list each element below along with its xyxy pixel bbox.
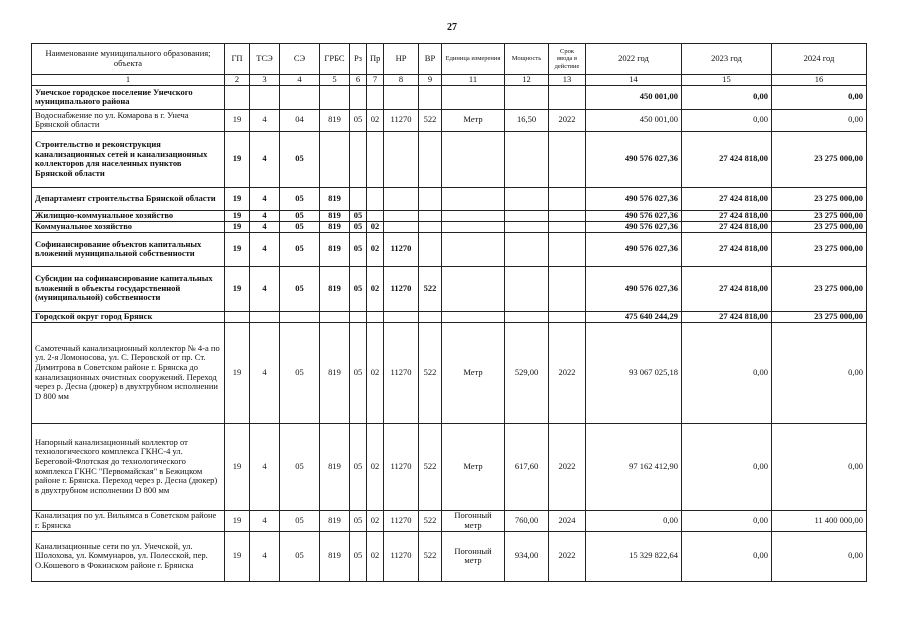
col-header-grbs: ГРБС	[320, 44, 350, 75]
table-row	[32, 322, 867, 423]
col-header-2024: 2024 год	[772, 44, 867, 75]
cell-gp: 19	[225, 210, 250, 221]
cell-capacity: 16,50	[505, 109, 549, 131]
cell-tse: 4	[250, 322, 280, 423]
cell-grbs	[320, 311, 350, 322]
cell-deadline	[549, 210, 586, 221]
col-number: 14	[586, 75, 682, 86]
col-header-unit: Единица измерения	[442, 44, 505, 75]
cell-capacity	[505, 266, 549, 311]
cell-se: 05	[280, 266, 320, 311]
cell-rz: 05	[350, 221, 367, 232]
cell-grbs: 819	[320, 266, 350, 311]
cell-tse: 4	[250, 131, 280, 187]
cell-2024: 23 275 000,00	[772, 210, 867, 221]
cell-2023: 27 424 818,00	[682, 311, 772, 322]
cell-2024: 23 275 000,00	[772, 131, 867, 187]
cell-grbs: 819	[320, 221, 350, 232]
cell-nr: 11270	[384, 109, 419, 131]
cell-vr	[419, 85, 442, 109]
cell-gp: 19	[225, 131, 250, 187]
cell-unit	[442, 85, 505, 109]
cell-name: Самотечный канализационный коллектор № 4-а по ул. 2-я Ломоносова, ул. С. Перовской от пр. Ст. Димитрова в Советском районе г. Брянска до канализационных очистных сооружений. Переход через р. Десна (дюкер) в двухтрубном исполнении D 800 мм	[32, 322, 225, 423]
cell-capacity: 617,60	[505, 423, 549, 510]
table-row	[32, 311, 867, 322]
col-header-capacity: Мощность	[505, 44, 549, 75]
cell-rz: 05	[350, 510, 367, 531]
table-row	[32, 510, 867, 531]
cell-grbs: 819	[320, 510, 350, 531]
cell-rz: 05	[350, 322, 367, 423]
cell-capacity: 760,00	[505, 510, 549, 531]
cell-tse: 4	[250, 510, 280, 531]
col-header-tse: ТСЭ	[250, 44, 280, 75]
cell-capacity: 934,00	[505, 531, 549, 581]
cell-pr: 02	[367, 232, 384, 266]
cell-nr: 11270	[384, 322, 419, 423]
col-number: 6	[350, 75, 367, 86]
cell-unit	[442, 131, 505, 187]
cell-rz	[350, 187, 367, 210]
cell-gp: 19	[225, 322, 250, 423]
cell-2024: 23 275 000,00	[772, 311, 867, 322]
cell-capacity	[505, 187, 549, 210]
table-row	[32, 266, 867, 311]
cell-deadline: 2024	[549, 510, 586, 531]
cell-grbs: 819	[320, 109, 350, 131]
table-body	[32, 85, 867, 581]
cell-pr	[367, 210, 384, 221]
cell-2024: 0,00	[772, 531, 867, 581]
cell-vr	[419, 221, 442, 232]
cell-2023: 0,00	[682, 322, 772, 423]
table-row	[32, 210, 867, 221]
table-row	[32, 85, 867, 109]
cell-pr	[367, 187, 384, 210]
cell-nr	[384, 187, 419, 210]
cell-deadline	[549, 187, 586, 210]
cell-2023: 0,00	[682, 531, 772, 581]
cell-gp: 19	[225, 232, 250, 266]
cell-vr: 522	[419, 322, 442, 423]
cell-gp: 19	[225, 109, 250, 131]
cell-gp: 19	[225, 531, 250, 581]
cell-2023: 27 424 818,00	[682, 210, 772, 221]
col-header-gp: ГП	[225, 44, 250, 75]
cell-tse: 4	[250, 423, 280, 510]
cell-se: 05	[280, 322, 320, 423]
cell-nr	[384, 311, 419, 322]
cell-gp: 19	[225, 423, 250, 510]
cell-2023: 27 424 818,00	[682, 131, 772, 187]
cell-name: Софинансирование объектов капитальных вложений муниципальной собственности	[32, 232, 225, 266]
cell-deadline	[549, 131, 586, 187]
budget-table	[31, 43, 867, 582]
cell-2023: 27 424 818,00	[682, 221, 772, 232]
cell-2024: 11 400 000,00	[772, 510, 867, 531]
cell-tse: 4	[250, 232, 280, 266]
cell-rz: 05	[350, 266, 367, 311]
col-number: 7	[367, 75, 384, 86]
cell-2022: 475 640 244,29	[586, 311, 682, 322]
cell-2022: 490 576 027,36	[586, 232, 682, 266]
cell-nr: 11270	[384, 232, 419, 266]
cell-deadline	[549, 85, 586, 109]
cell-grbs	[320, 131, 350, 187]
cell-2022: 490 576 027,36	[586, 266, 682, 311]
cell-unit: Метр	[442, 322, 505, 423]
cell-2022: 490 576 027,36	[586, 131, 682, 187]
cell-deadline	[549, 232, 586, 266]
cell-tse: 4	[250, 221, 280, 232]
cell-grbs	[320, 85, 350, 109]
col-number: 12	[505, 75, 549, 86]
cell-2024: 23 275 000,00	[772, 266, 867, 311]
cell-unit	[442, 187, 505, 210]
cell-tse: 4	[250, 531, 280, 581]
cell-name: Напорный канализационный коллектор от технологического комплекса ГКНС-4 ул. Береговой-Флотская до технологического комплекса ГКНС "Первомайская" в Бежицком районе г. Брянска. Переход через р. Десна (дюкер) в двухтрубном исполнении D 800 мм	[32, 423, 225, 510]
cell-unit: Погонный метр	[442, 510, 505, 531]
col-number: 2	[225, 75, 250, 86]
cell-deadline	[549, 311, 586, 322]
col-number: 15	[682, 75, 772, 86]
col-number: 5	[320, 75, 350, 86]
cell-deadline: 2022	[549, 423, 586, 510]
cell-deadline	[549, 266, 586, 311]
col-header-deadline: Срок ввода в действие	[549, 44, 586, 75]
cell-capacity	[505, 221, 549, 232]
cell-unit: Погонный метр	[442, 531, 505, 581]
cell-rz: 05	[350, 232, 367, 266]
cell-unit	[442, 266, 505, 311]
cell-capacity	[505, 232, 549, 266]
col-header-pr: Пр	[367, 44, 384, 75]
cell-capacity	[505, 85, 549, 109]
table-row	[32, 531, 867, 581]
cell-tse	[250, 311, 280, 322]
col-header-rz: Рз	[350, 44, 367, 75]
cell-gp: 19	[225, 510, 250, 531]
cell-se	[280, 85, 320, 109]
cell-2023: 0,00	[682, 423, 772, 510]
page-number: 27	[447, 22, 457, 33]
cell-rz	[350, 131, 367, 187]
cell-tse: 4	[250, 187, 280, 210]
cell-rz	[350, 85, 367, 109]
cell-unit	[442, 232, 505, 266]
cell-tse	[250, 85, 280, 109]
cell-deadline: 2022	[549, 322, 586, 423]
cell-unit	[442, 210, 505, 221]
table-row	[32, 423, 867, 510]
cell-deadline: 2022	[549, 109, 586, 131]
cell-capacity	[505, 131, 549, 187]
cell-name: Унечское городское поселение Унечского муниципального района	[32, 85, 225, 109]
cell-pr: 02	[367, 423, 384, 510]
cell-tse: 4	[250, 210, 280, 221]
cell-2024: 0,00	[772, 423, 867, 510]
cell-unit: Метр	[442, 109, 505, 131]
cell-vr: 522	[419, 109, 442, 131]
table-row	[32, 232, 867, 266]
cell-gp	[225, 311, 250, 322]
col-number: 11	[442, 75, 505, 86]
cell-grbs: 819	[320, 210, 350, 221]
cell-se: 05	[280, 531, 320, 581]
cell-tse: 4	[250, 266, 280, 311]
cell-2022: 450 001,00	[586, 109, 682, 131]
cell-vr	[419, 210, 442, 221]
col-header-2022: 2022 год	[586, 44, 682, 75]
col-header-vr: ВР	[419, 44, 442, 75]
cell-2023: 0,00	[682, 109, 772, 131]
cell-name: Водоснабжение по ул. Комарова в г. Унеча Брянской области	[32, 109, 225, 131]
table-row	[32, 131, 867, 187]
cell-se: 05	[280, 510, 320, 531]
cell-gp: 19	[225, 221, 250, 232]
cell-vr	[419, 187, 442, 210]
cell-deadline: 2022	[549, 531, 586, 581]
col-header-2023: 2023 год	[682, 44, 772, 75]
cell-pr: 02	[367, 531, 384, 581]
cell-se: 04	[280, 109, 320, 131]
cell-vr: 522	[419, 510, 442, 531]
cell-pr	[367, 311, 384, 322]
cell-gp: 19	[225, 187, 250, 210]
cell-se: 05	[280, 187, 320, 210]
col-number: 8	[384, 75, 419, 86]
cell-pr: 02	[367, 322, 384, 423]
column-number-row	[32, 75, 867, 86]
cell-se: 05	[280, 131, 320, 187]
col-header-nr: НР	[384, 44, 419, 75]
col-number: 16	[772, 75, 867, 86]
cell-rz: 05	[350, 531, 367, 581]
cell-2022: 490 576 027,36	[586, 210, 682, 221]
cell-vr: 522	[419, 423, 442, 510]
cell-2023: 0,00	[682, 510, 772, 531]
cell-pr	[367, 85, 384, 109]
cell-nr	[384, 131, 419, 187]
cell-2022: 15 329 822,64	[586, 531, 682, 581]
cell-2023: 27 424 818,00	[682, 266, 772, 311]
cell-2024: 0,00	[772, 109, 867, 131]
cell-grbs: 819	[320, 322, 350, 423]
cell-gp: 19	[225, 266, 250, 311]
cell-2024: 23 275 000,00	[772, 221, 867, 232]
cell-rz: 05	[350, 109, 367, 131]
cell-nr	[384, 85, 419, 109]
cell-unit	[442, 221, 505, 232]
cell-nr	[384, 221, 419, 232]
cell-capacity: 529,00	[505, 322, 549, 423]
cell-pr: 02	[367, 510, 384, 531]
cell-unit: Метр	[442, 423, 505, 510]
cell-rz: 05	[350, 210, 367, 221]
cell-2023: 0,00	[682, 85, 772, 109]
cell-pr: 02	[367, 266, 384, 311]
cell-2024: 23 275 000,00	[772, 232, 867, 266]
cell-vr	[419, 131, 442, 187]
cell-capacity	[505, 210, 549, 221]
cell-se: 05	[280, 232, 320, 266]
cell-2024: 23 275 000,00	[772, 187, 867, 210]
cell-tse: 4	[250, 109, 280, 131]
cell-2022: 490 576 027,36	[586, 221, 682, 232]
cell-name: Строительство и реконструкция канализационных сетей и канализационных коллекторов для населенных пунктов Брянской области	[32, 131, 225, 187]
cell-grbs: 819	[320, 232, 350, 266]
cell-vr	[419, 232, 442, 266]
cell-vr: 522	[419, 531, 442, 581]
cell-2022: 97 162 412,90	[586, 423, 682, 510]
cell-nr: 11270	[384, 266, 419, 311]
cell-name: Канализация по ул. Вильямса в Советском районе г. Брянска	[32, 510, 225, 531]
cell-2024: 0,00	[772, 322, 867, 423]
cell-rz	[350, 311, 367, 322]
cell-rz: 05	[350, 423, 367, 510]
cell-2022: 0,00	[586, 510, 682, 531]
col-number: 9	[419, 75, 442, 86]
cell-2022: 450 001,00	[586, 85, 682, 109]
col-header-name: Наименование муниципального образования; объекта	[32, 44, 225, 75]
cell-2022: 490 576 027,36	[586, 187, 682, 210]
cell-se: 05	[280, 423, 320, 510]
cell-nr: 11270	[384, 510, 419, 531]
cell-grbs: 819	[320, 423, 350, 510]
table-header-row	[32, 44, 867, 75]
table-row	[32, 187, 867, 210]
cell-name: Департамент строительства Брянской области	[32, 187, 225, 210]
cell-vr: 522	[419, 266, 442, 311]
col-number: 3	[250, 75, 280, 86]
cell-grbs: 819	[320, 187, 350, 210]
cell-nr: 11270	[384, 531, 419, 581]
col-number: 4	[280, 75, 320, 86]
col-number: 13	[549, 75, 586, 86]
cell-nr	[384, 210, 419, 221]
cell-2023: 27 424 818,00	[682, 187, 772, 210]
cell-2022: 93 067 025,18	[586, 322, 682, 423]
cell-name: Субсидии на софинансирование капитальных вложений в объекты государственной (муниципальной) собственности	[32, 266, 225, 311]
cell-name: Коммунальное хозяйство	[32, 221, 225, 232]
cell-se: 05	[280, 221, 320, 232]
cell-2023: 27 424 818,00	[682, 232, 772, 266]
col-header-se: СЭ	[280, 44, 320, 75]
cell-unit	[442, 311, 505, 322]
cell-capacity	[505, 311, 549, 322]
cell-pr: 02	[367, 221, 384, 232]
cell-se: 05	[280, 210, 320, 221]
table-row	[32, 109, 867, 131]
cell-name: Жилищно-коммунальное хозяйство	[32, 210, 225, 221]
cell-deadline	[549, 221, 586, 232]
cell-name: Канализационные сети по ул. Унечской, ул. Шолохова, ул. Коммунаров, ул. Полесской, пер. О.Кошевого в Фокинском районе г. Брянска	[32, 531, 225, 581]
cell-grbs: 819	[320, 531, 350, 581]
cell-vr	[419, 311, 442, 322]
cell-pr: 02	[367, 109, 384, 131]
cell-pr	[367, 131, 384, 187]
cell-se	[280, 311, 320, 322]
cell-name: Городской округ город Брянск	[32, 311, 225, 322]
table-row	[32, 221, 867, 232]
cell-gp	[225, 85, 250, 109]
cell-nr: 11270	[384, 423, 419, 510]
col-number: 1	[32, 75, 225, 86]
cell-2024: 0,00	[772, 85, 867, 109]
